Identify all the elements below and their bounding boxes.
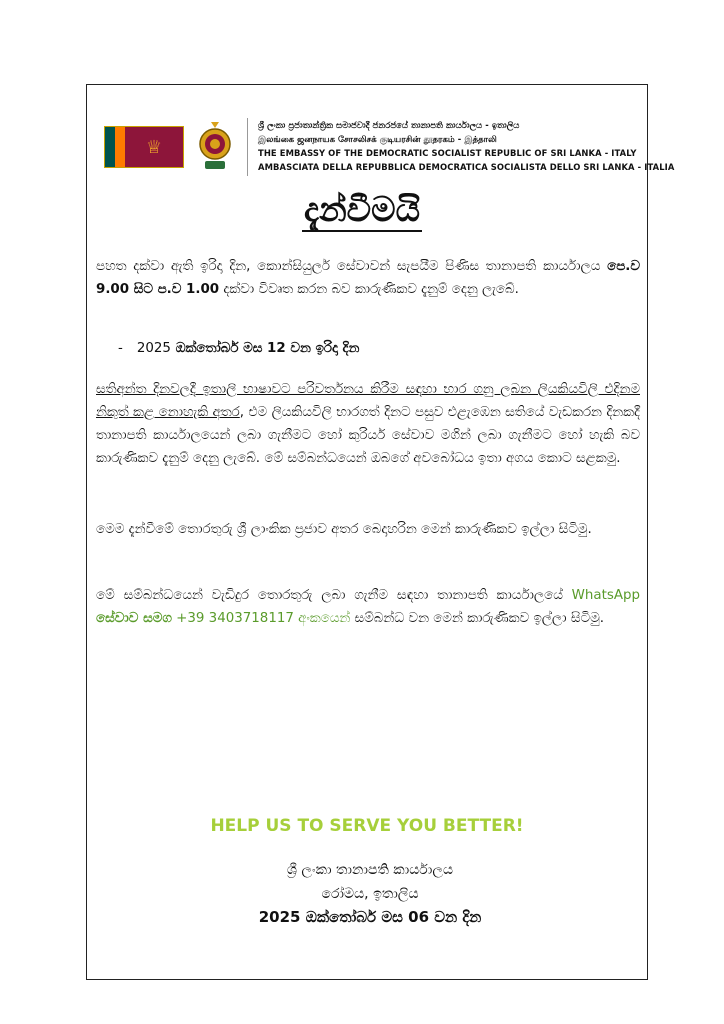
letterhead [104, 116, 675, 178]
paragraph-contact: මේ සම්බන්ධයෙන් වැඩිදුර තොරතුරු ලබා ගැනීම සඳහා තානාපති කාර්යාලයේ WhatsApp සේවාව සමග +39 3403718117 අංකයෙන් සම්බන්ධ වන මෙන් කාරුණිකව ඉල්ලා සිටිමු. [96, 588, 640, 626]
signature-office: ශ්‍රී ලංකා තානාපති කාර්යාලය [286, 862, 454, 878]
embassy-name-block [258, 118, 675, 174]
embassy-name-sinhala: ශ්‍රී ලංකා ප්‍රජාතාන්ත්‍රික සමාජවාදී ජනරජයේ තානාපති කාර්යාලය - ඉතාලිය [258, 120, 520, 130]
sri-lanka-emblem-icon [198, 120, 232, 174]
paragraph-share-request: මෙම දැන්වීමේ තොරතුරු ශ්‍රී ලාංකික ප්‍රජාව අතර බෙදාහරින මෙන් කාරුණිකව ඉල්ලා සිටිමු. [96, 522, 592, 537]
signature-location: රෝමය, ඉතාලිය [321, 886, 419, 902]
paragraph-translations: සතිඅන්ත දිනවලදී ඉතාලි භාෂාවට පරිවර්තනය කිරීම සඳහා භාර ගනු ලබන ලියකියවිලි එදිනම නිකුත් කළ නොහැකි අතර, එම ලියකියවිලි භාරගත් දිනට පසුව එළැඹෙන සතියේ වැඩකරන දිනකදී තානාපති කාර්යාලයෙන් ලබා ගැනීමට හෝ කුරියර් සේවාව මගින් ලබා ගැනීමට හෝ හැකි බව කාරුණිකව දැනුම් දෙනු ලැබේ. මේ සම්බන්ධයෙන් ඔබගේ අවබෝධය ඉතා අගය කොට සළකමු. [96, 382, 640, 466]
sri-lanka-flag-icon: ♕ [104, 126, 184, 168]
paragraph-opening-hours: පහත දක්වා ඇති ඉරිදා දින, කොන්සියුලර් සේවාවන් සැපයීම පිණිස තානාපති කාර්යාලය පෙ.ව 9.00 සිට ප.ව 1.00 දක්වා විවෘත කරන බව කාරුණිකව දැනුම් දෙනු ලැබේ. [96, 259, 640, 297]
embassy-name-english: THE EMBASSY OF THE DEMOCRATIC SOCIALIST REPUBLIC OF SRI LANKA - ITALY [258, 148, 637, 158]
slogan: HELP US TO SERVE YOU BETTER! [210, 816, 524, 836]
notice-title: දැන්වීමයි [303, 190, 421, 230]
header-divider [247, 118, 248, 176]
embassy-name-italian: AMBASCIATA DELLA REPUBBLICA DEMOCRATICA SOCIALISTA DELLO SRI LANKA - ITALIA [258, 162, 675, 172]
whatsapp-number: +39 3403718117 [171, 611, 299, 626]
signature-date: 2025 ඔක්තෝබර් මස 06 වන දින [258, 908, 482, 926]
bullet-date: - 2025 ඔක්තෝබර් මස 12 වන ඉරිදා දින [118, 341, 360, 356]
whatsapp-label: WhatsApp [571, 588, 640, 603]
embassy-name-tamil: இலங்கை ஜனநாயக சோசலிசக் குடியரசின் தூதரகம் - இத்தாலி [258, 134, 497, 144]
